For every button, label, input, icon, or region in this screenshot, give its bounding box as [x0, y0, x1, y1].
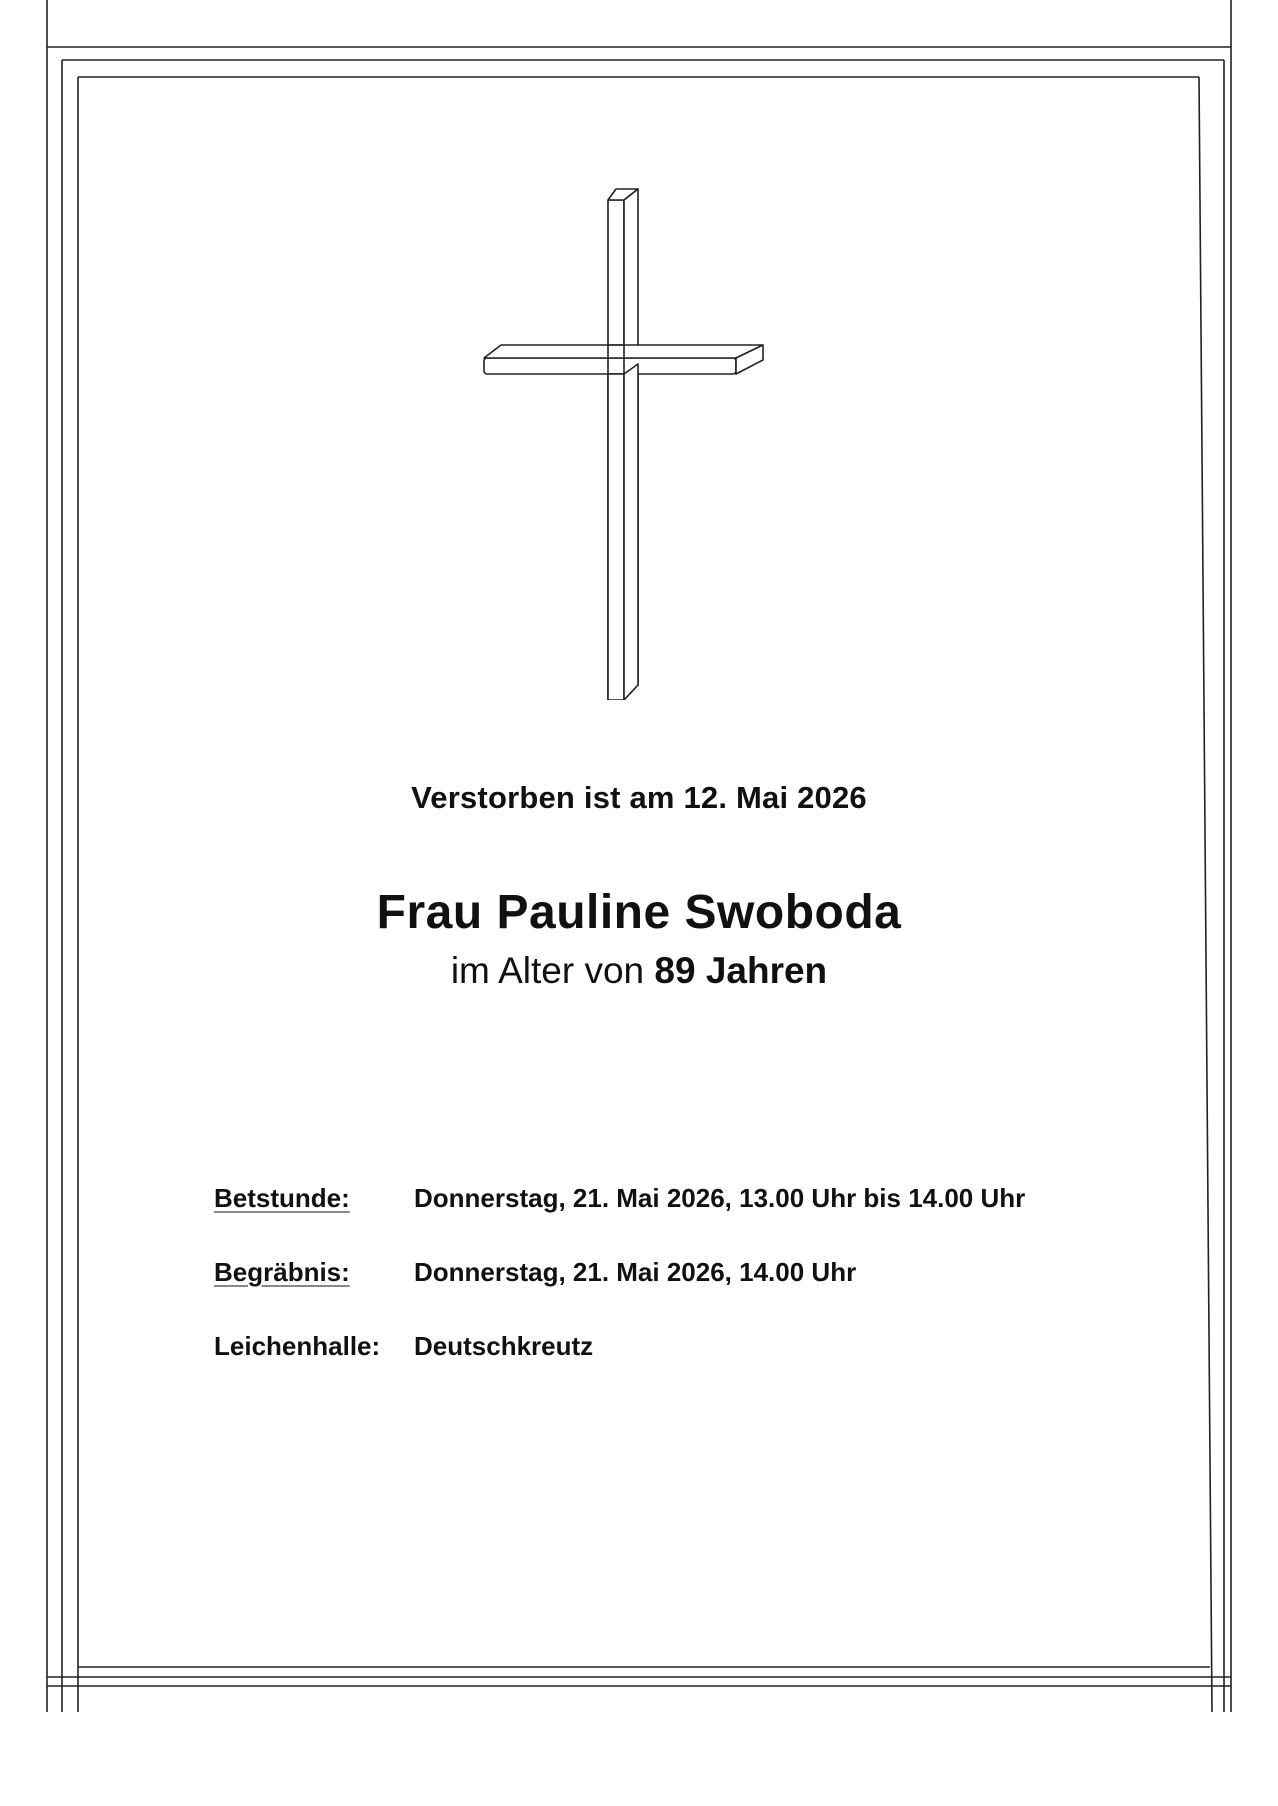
death-date-line: Verstorben ist am 12. Mai 2026 — [411, 780, 867, 815]
detail-value-betstunde: Donnerstag, 21. Mai 2026, 13.00 Uhr bis 14.00 Uhr — [414, 1183, 1026, 1213]
detail-label-betstunde: Betstunde: — [214, 1183, 350, 1213]
detail-value-begraebnis: Donnerstag, 21. Mai 2026, 14.00 Uhr — [414, 1257, 857, 1287]
detail-label-leichenhalle: Leichenhalle: — [214, 1331, 381, 1361]
cross-icon — [470, 180, 770, 700]
deceased-name: Frau Pauline Swoboda — [376, 886, 902, 939]
age-line — [0, 950, 1278, 992]
age-value: 89 Jahren — [654, 950, 828, 991]
detail-label-begraebnis: Begräbnis: — [214, 1257, 350, 1287]
age-prefix: im Alter von — [450, 950, 645, 991]
detail-value-leichenhalle: Deutschkreutz — [414, 1331, 594, 1361]
